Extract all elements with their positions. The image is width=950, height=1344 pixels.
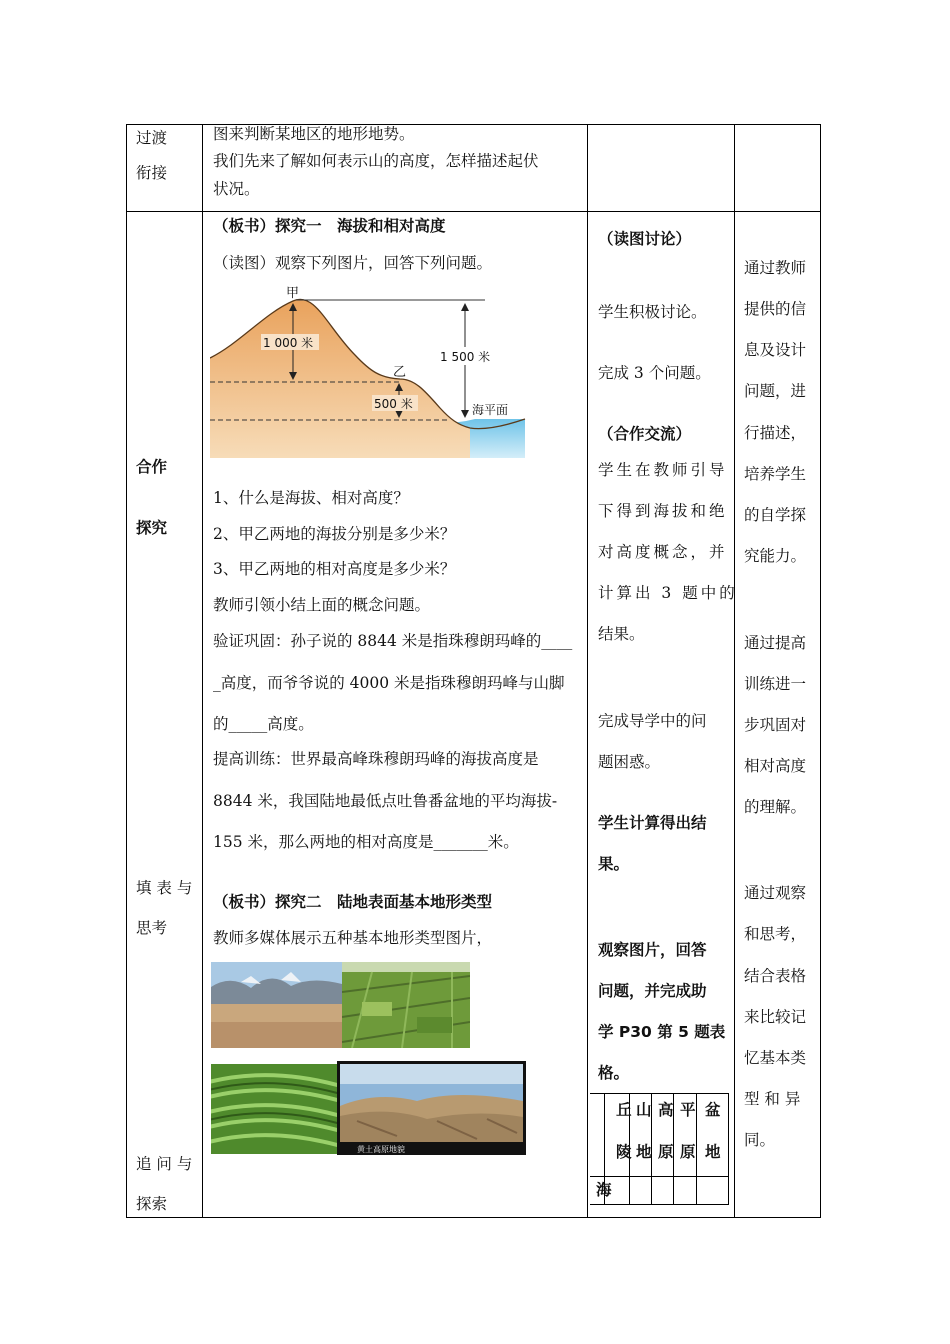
- col-divider-2: [587, 124, 588, 1218]
- mini-table-hai: 海: [596, 1181, 612, 1199]
- row-divider: [126, 211, 821, 212]
- label-1500m: 1 500 米: [440, 350, 491, 364]
- purpose2-line: 通过提高: [744, 634, 807, 652]
- observe-line-2: 问题，并完成助: [598, 982, 707, 1000]
- col-divider-0: [126, 124, 127, 1218]
- purpose3-line: 结合表格: [744, 967, 807, 985]
- purpose3-line: 忆基本类: [744, 1049, 807, 1067]
- photo-loess-plateau: [337, 1061, 526, 1155]
- mini-table-yuan2: 原: [680, 1143, 696, 1161]
- coop-line-3: 对高度概念，并: [598, 543, 728, 561]
- guide-line-1: 完成导学中的问: [598, 712, 707, 730]
- label-1000m: 1 000 米: [263, 336, 314, 350]
- purpose2-line: 步巩固对: [744, 716, 807, 734]
- mini-table-pen: 盆: [705, 1101, 721, 1119]
- label-500m: 500 米: [374, 397, 413, 411]
- col1-zhuiwen: 追 问 与: [136, 1155, 193, 1173]
- mini-table-di1: 地: [636, 1143, 652, 1161]
- section1-intro: （读图）观察下列图片，回答下列问题。: [213, 254, 493, 272]
- calc-line-1: 学生计算得出结: [598, 814, 707, 832]
- purpose2-line: 相对高度: [744, 757, 807, 775]
- verify-line-2: _高度，而爷爷说的 4000 米是指珠穆朗玛峰与山脚: [213, 674, 565, 692]
- purpose2-line: 的理解。: [744, 798, 807, 816]
- photo-hills-terraces: [211, 1064, 337, 1154]
- mini-table-di2: 地: [705, 1143, 721, 1161]
- student-discuss: 学生积极讨论。: [598, 303, 707, 321]
- elevation-diagram: [210, 283, 528, 458]
- mini-table-gao: 高: [658, 1101, 674, 1119]
- col1-hezuo: 合作: [136, 458, 168, 476]
- purpose1-line: 的自学探: [744, 506, 807, 524]
- purpose3-line: 通过观察: [744, 884, 807, 902]
- table-border-bottom: [126, 1217, 821, 1218]
- question-2: 2、甲乙两地的海拔分别是多少米？: [213, 525, 456, 543]
- section2-title: （板书）探究二 陆地表面基本地形类型: [213, 893, 493, 911]
- guide-line-2: 题困惑。: [598, 753, 661, 771]
- col1-tansuo: 探索: [136, 1195, 168, 1213]
- coop-line-5: 结果。: [598, 625, 645, 643]
- train-line-3: 155 米，那么两地的相对高度是_______米。: [213, 833, 519, 851]
- question-3: 3、甲乙两地的相对高度是多少米？: [213, 560, 456, 578]
- row1-col2-line1: 图来判断某地区的地形地势。: [213, 125, 415, 143]
- media-intro: 教师多媒体展示五种基本地形类型图片，: [213, 929, 493, 947]
- col-divider-3: [734, 124, 735, 1218]
- row1-col1-line1: 过渡: [136, 129, 168, 147]
- purpose3-line: 和思考，: [744, 925, 807, 943]
- question-1: 1、什么是海拔、相对高度？: [213, 489, 409, 507]
- purpose1-line: 行描述，: [744, 424, 807, 442]
- purpose1-line: 息及设计: [744, 341, 807, 359]
- coop-line-4: 计算出 3 题中的: [598, 584, 738, 602]
- col1-tanjiu: 探究: [136, 519, 168, 537]
- verify-line-3: 的_____高度。: [213, 715, 314, 733]
- label-sea-level: 海平面: [472, 403, 509, 417]
- purpose1-line: 问题，进: [744, 382, 807, 400]
- purpose1-line: 通过教师: [744, 259, 807, 277]
- train-line-1: 提高训练：世界最高峰珠穆朗玛峰的海拔高度是: [213, 750, 539, 768]
- label-yi: 乙: [393, 365, 407, 380]
- mini-table-ling: 陵: [616, 1143, 632, 1161]
- observe-line-4: 格。: [598, 1064, 630, 1082]
- train-line-2: 8844 米，我国陆地最低点吐鲁番盆地的平均海拔-: [213, 792, 558, 810]
- mini-table-ping: 平: [680, 1101, 696, 1119]
- read-map-discuss: （读图讨论）: [598, 230, 692, 248]
- teacher-summary: 教师引领小结上面的概念问题。: [213, 596, 431, 614]
- photo-plain-fields: [342, 962, 470, 1048]
- purpose3-line: 同。: [744, 1131, 776, 1149]
- purpose3-line: 来比较记: [744, 1008, 807, 1026]
- observe-line-3: 学 P30 第 5 题表: [598, 1023, 726, 1041]
- complete-three: 完成 3 个问题。: [598, 364, 711, 382]
- calc-line-2: 果。: [598, 855, 630, 873]
- purpose1-line: 究能力。: [744, 547, 807, 565]
- row1-col1-line2: 衔接: [136, 164, 168, 182]
- observe-line-1: 观察图片，回答: [598, 941, 707, 959]
- purpose2-line: 训练进一: [744, 675, 807, 693]
- photo-plateau-mountain: [211, 962, 342, 1048]
- col1-sikao: 思考: [136, 919, 168, 937]
- purpose1-line: 提供的信: [744, 300, 807, 318]
- col1-tianbiao: 填 表 与: [136, 879, 193, 897]
- section1-title: （板书）探究一 海拔和相对高度: [213, 217, 446, 235]
- purpose3-line: 型 和 异: [744, 1090, 801, 1108]
- label-jia: 甲: [286, 286, 300, 301]
- mini-table-qiu: 丘: [616, 1101, 632, 1119]
- mini-table-shan: 山: [636, 1101, 652, 1119]
- col-divider-4: [820, 124, 821, 1218]
- coop-line-1: 学生在教师引导: [598, 461, 728, 479]
- landform-mini-table: [590, 1093, 730, 1205]
- row1-col2-line3: 状况。: [213, 180, 260, 198]
- photo-caption: 黄土高原地貌: [357, 1145, 405, 1154]
- row1-col2-line2: 我们先来了解如何表示山的高度，怎样描述起伏: [213, 152, 539, 170]
- coop-exchange: （合作交流）: [598, 425, 692, 443]
- purpose1-line: 培养学生: [744, 465, 807, 483]
- col-divider-1: [202, 124, 203, 1218]
- mini-table-yuan1: 原: [658, 1143, 674, 1161]
- coop-line-2: 下得到海拔和绝: [598, 502, 728, 520]
- verify-line-1: 验证巩固：孙子说的 8844 米是指珠穆朗玛峰的____: [213, 632, 573, 650]
